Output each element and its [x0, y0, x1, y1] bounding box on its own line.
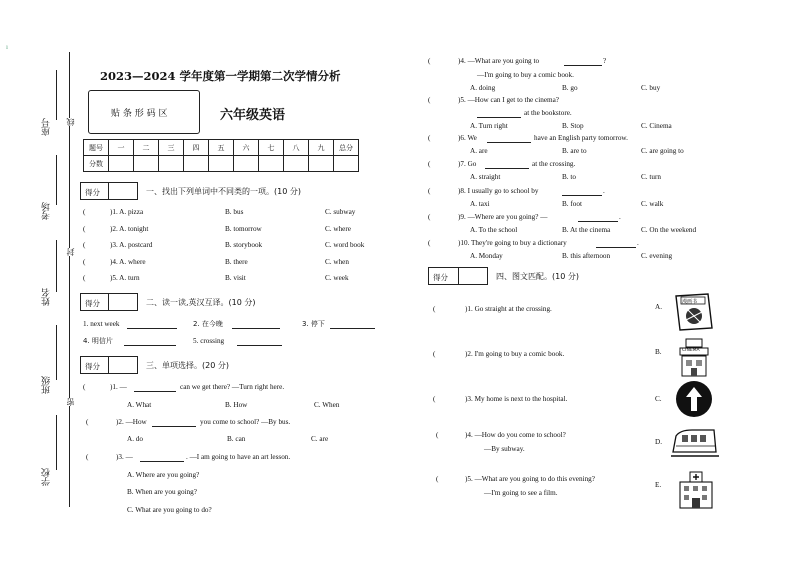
s3-q7-c: C. turn: [641, 173, 661, 181]
s3-q1-a: A. What: [127, 401, 152, 409]
s3-q9: )9. —Where are you going? —: [458, 213, 548, 221]
exam-no-field[interactable]: [56, 70, 57, 120]
exam-room-field[interactable]: [56, 155, 57, 205]
score-cell[interactable]: [234, 156, 259, 172]
s1-q3-c: C. word book: [325, 241, 365, 249]
s3-q5-line2: at the bookstore.: [524, 109, 572, 117]
s3-q9-rest: .: [619, 213, 621, 221]
s3-q6: )6. We: [458, 134, 477, 142]
score-head-total: 总分: [334, 140, 359, 156]
s1-q5-b: B. visit: [225, 274, 246, 282]
s3-q8: )8. I usually go to school by: [458, 187, 539, 195]
cinema-icon: [676, 337, 712, 379]
score-box-label: 得分: [85, 362, 100, 371]
answer-blank[interactable]: [152, 426, 196, 427]
s3-q5-b: B. Stop: [562, 122, 584, 130]
subject-title: 六年级英语: [220, 108, 286, 123]
s4-q5-line2: —I'm going to see a film.: [484, 489, 558, 497]
s3-q4-c: C. buy: [641, 84, 661, 92]
paren: (: [83, 241, 86, 249]
s3-q8-c: C. walk: [641, 200, 664, 208]
section2-title: 二、读一读,英汉互译。(10 分): [146, 298, 256, 307]
s4-q2: )2. I'm going to buy a comic book.: [465, 350, 565, 358]
score-box-3[interactable]: [80, 356, 138, 374]
s3-q1-b: B. How: [225, 401, 248, 409]
score-cell[interactable]: [284, 156, 309, 172]
s3-q2-rest: you come to school? —By bus.: [200, 418, 291, 426]
name-field[interactable]: [56, 240, 57, 292]
s3-q1: )1. —: [110, 383, 127, 391]
s4-q4-line2: —By subway.: [484, 445, 525, 453]
paren: (: [436, 475, 439, 483]
score-cell[interactable]: [334, 156, 359, 172]
s3-q3-c: C. What are you going to do?: [127, 506, 212, 514]
score-cell[interactable]: [109, 156, 134, 172]
s3-q10-a: A. Monday: [470, 252, 503, 260]
paren: (: [83, 258, 86, 266]
s2-item1: 1. next week: [83, 320, 120, 328]
score-cell[interactable]: [309, 156, 334, 172]
s3-q4: )4. —What are you going to: [458, 57, 540, 65]
section1-title: 一、找出下列单词中不同类的一项。(10 分): [146, 187, 301, 196]
s3-q7-a: A. straight: [470, 173, 501, 181]
s3-q3-a: A. Where are you going?: [127, 471, 200, 479]
answer-blank[interactable]: [127, 328, 177, 329]
s1-q3: )3. A. postcard: [110, 241, 153, 249]
label-exam-no: 座号: [42, 118, 52, 136]
line-char-feng: 封: [66, 248, 75, 256]
score-head: 六: [234, 140, 259, 156]
score-head: 七: [259, 140, 284, 156]
score-box-label: 得分: [85, 299, 100, 308]
s3-q3-b: B. When are you going?: [127, 488, 197, 496]
score-table: [83, 139, 359, 172]
s1-q2-b: B. tomorrow: [225, 225, 262, 233]
s3-q8-rest: .: [603, 187, 605, 195]
score-head: 三: [159, 140, 184, 156]
s4-q1: )1. Go straight at the crossing.: [465, 305, 552, 313]
s3-q7-rest: at the crossing.: [532, 160, 576, 168]
s3-q4-rest: ?: [603, 57, 607, 65]
label-exam-room: 考场: [42, 202, 52, 220]
score-head: 八: [284, 140, 309, 156]
answer-blank[interactable]: [140, 461, 184, 462]
s1-q4-c: C. when: [325, 258, 349, 266]
s3-q6-b: B. are to: [562, 147, 587, 155]
paren: (: [83, 225, 86, 233]
s2-item4: 4. 明信片: [83, 337, 113, 345]
answer-blank[interactable]: [562, 195, 602, 196]
s1-q5: )5. A. turn: [110, 274, 140, 282]
class-field[interactable]: [56, 325, 57, 380]
s1-q1-c: C. subway: [325, 208, 356, 216]
subway-train-icon: [670, 426, 720, 460]
school-field[interactable]: [56, 415, 57, 470]
line-char-xian: 线: [66, 118, 75, 126]
paren: (: [436, 431, 439, 439]
paren: (: [433, 350, 436, 358]
paren: (: [83, 383, 86, 391]
paren: (: [83, 208, 86, 216]
paren: (: [428, 239, 431, 247]
s3-q6-c: C. are going to: [641, 147, 684, 155]
s3-q10-c: C. evening: [641, 252, 673, 260]
s1-q3-b: B. storybook: [225, 241, 263, 249]
s3-q9-c: C. On the weekend: [641, 226, 697, 234]
score-box-4[interactable]: [428, 267, 488, 285]
paren: (: [428, 213, 431, 221]
s3-q10-rest: .: [637, 239, 639, 247]
s4-q4: )4. —How do you come to school?: [465, 431, 566, 439]
paren: (: [428, 57, 431, 65]
score-row-label: 分数: [84, 156, 109, 172]
answer-blank[interactable]: [134, 391, 176, 392]
go-straight-sign-icon: [674, 379, 714, 419]
s3-q2-a: A. do: [127, 435, 143, 443]
pic-label-d: D.: [655, 438, 662, 446]
answer-blank[interactable]: [330, 328, 375, 329]
paren: (: [433, 395, 436, 403]
answer-blank[interactable]: [485, 168, 529, 169]
answer-blank[interactable]: [596, 247, 636, 248]
line-char-mi: 密: [66, 398, 75, 406]
s4-q5: )5. —What are you going to do this evening?: [465, 475, 595, 483]
s3-q4-b: B. go: [562, 84, 578, 92]
paren: (: [428, 96, 431, 104]
label-name: 姓名: [42, 288, 52, 306]
label-school: 学校: [42, 468, 52, 486]
s3-q5-a: A. Turn right: [470, 122, 508, 130]
answer-blank[interactable]: [477, 117, 521, 118]
score-box-label: 得分: [433, 273, 448, 282]
s3-q7: )7. Go: [458, 160, 477, 168]
answer-blank[interactable]: [578, 221, 618, 222]
s3-q9-b: B. At the cinema: [562, 226, 611, 234]
pic-label-e: E.: [655, 481, 662, 489]
score-cell[interactable]: [184, 156, 209, 172]
s3-q5: )5. —How can I get to the cinema?: [458, 96, 559, 104]
barcode-label: 贴 条 形 码 区: [111, 109, 168, 119]
score-head: 四: [184, 140, 209, 156]
score-box-1[interactable]: [80, 182, 138, 200]
s3-q4-line2: —I'm going to buy a comic book.: [477, 71, 574, 79]
s3-q1-rest: can we get there? —Turn right here.: [180, 383, 285, 391]
comic-book-icon: [672, 290, 716, 334]
s3-q8-b: B. foot: [562, 200, 582, 208]
barcode-area: [88, 90, 200, 134]
answer-blank[interactable]: [487, 142, 531, 143]
s1-q1-b: B. bus: [225, 208, 244, 216]
section4-title: 四、图文匹配。(10 分): [496, 272, 579, 281]
score-head: 二: [134, 140, 159, 156]
score-cell[interactable]: [159, 156, 184, 172]
score-box-2[interactable]: [80, 293, 138, 311]
paren: (: [428, 160, 431, 168]
s1-q4: )4. A. where: [110, 258, 146, 266]
score-head: 一: [109, 140, 134, 156]
s3-q3: )3. —: [116, 453, 133, 461]
s3-q7-b: B. to: [562, 173, 576, 181]
s1-q5-c: C. week: [325, 274, 349, 282]
answer-blank[interactable]: [564, 65, 602, 66]
s3-q6-a: A. are: [470, 147, 488, 155]
paren: (: [428, 134, 431, 142]
score-head: 五: [209, 140, 234, 156]
s2-item2: 2. 在今晚: [193, 320, 223, 328]
s3-q4-a: A. doing: [470, 84, 496, 92]
s3-q3-rest: . —I am going to have an art lesson.: [186, 453, 291, 461]
s1-q1: )1. A. pizza: [110, 208, 144, 216]
pic-label-c: C.: [655, 395, 662, 403]
hospital-icon: [676, 468, 716, 510]
s3-q2-b: B. can: [227, 435, 246, 443]
cinema-label: CINEMA: [682, 348, 700, 353]
answer-blank[interactable]: [237, 345, 282, 346]
s3-q5-c: C. Cinema: [641, 122, 672, 130]
margin-mark: ı: [6, 43, 8, 51]
section3-title: 三、单项选择。(20 分): [146, 361, 229, 370]
s3-q1-c: C. When: [314, 401, 340, 409]
s3-q8-a: A. taxi: [470, 200, 490, 208]
s1-q2-c: C. where: [325, 225, 351, 233]
score-cell[interactable]: [259, 156, 284, 172]
s4-q3: )3. My home is next to the hospital.: [465, 395, 568, 403]
score-head-label: 题号: [84, 140, 109, 156]
s3-q6-rest: have an English party tomorrow.: [534, 134, 628, 142]
page-title: 2023—2024 学年度第一学期第二次学情分析: [100, 69, 341, 83]
paren: (: [428, 187, 431, 195]
score-cell[interactable]: [134, 156, 159, 172]
s2-item3: 3. 停下: [302, 320, 325, 328]
label-class: 班级: [42, 376, 52, 394]
s3-q2-c: C. are: [311, 435, 329, 443]
comic-book-label: 漫画书: [682, 299, 698, 305]
answer-blank[interactable]: [124, 345, 176, 346]
s3-q10-b: B. this afternoon: [562, 252, 611, 260]
s1-q4-b: B. there: [225, 258, 248, 266]
answer-blank[interactable]: [232, 328, 280, 329]
pic-label-a: A.: [655, 303, 662, 311]
s2-item5: 5. crossing: [193, 337, 225, 345]
s3-q10: )10. They're going to buy a dictionary: [458, 239, 567, 247]
score-cell[interactable]: [209, 156, 234, 172]
paren: (: [86, 453, 89, 461]
paren: (: [83, 274, 86, 282]
s3-q9-a: A. To the school: [470, 226, 518, 234]
s3-q2: )2. —How: [116, 418, 147, 426]
s1-q2: )2. A. tonight: [110, 225, 149, 233]
pic-label-b: B.: [655, 348, 662, 356]
paren: (: [86, 418, 89, 426]
score-box-label: 得分: [85, 188, 100, 197]
score-head: 九: [309, 140, 334, 156]
paren: (: [433, 305, 436, 313]
